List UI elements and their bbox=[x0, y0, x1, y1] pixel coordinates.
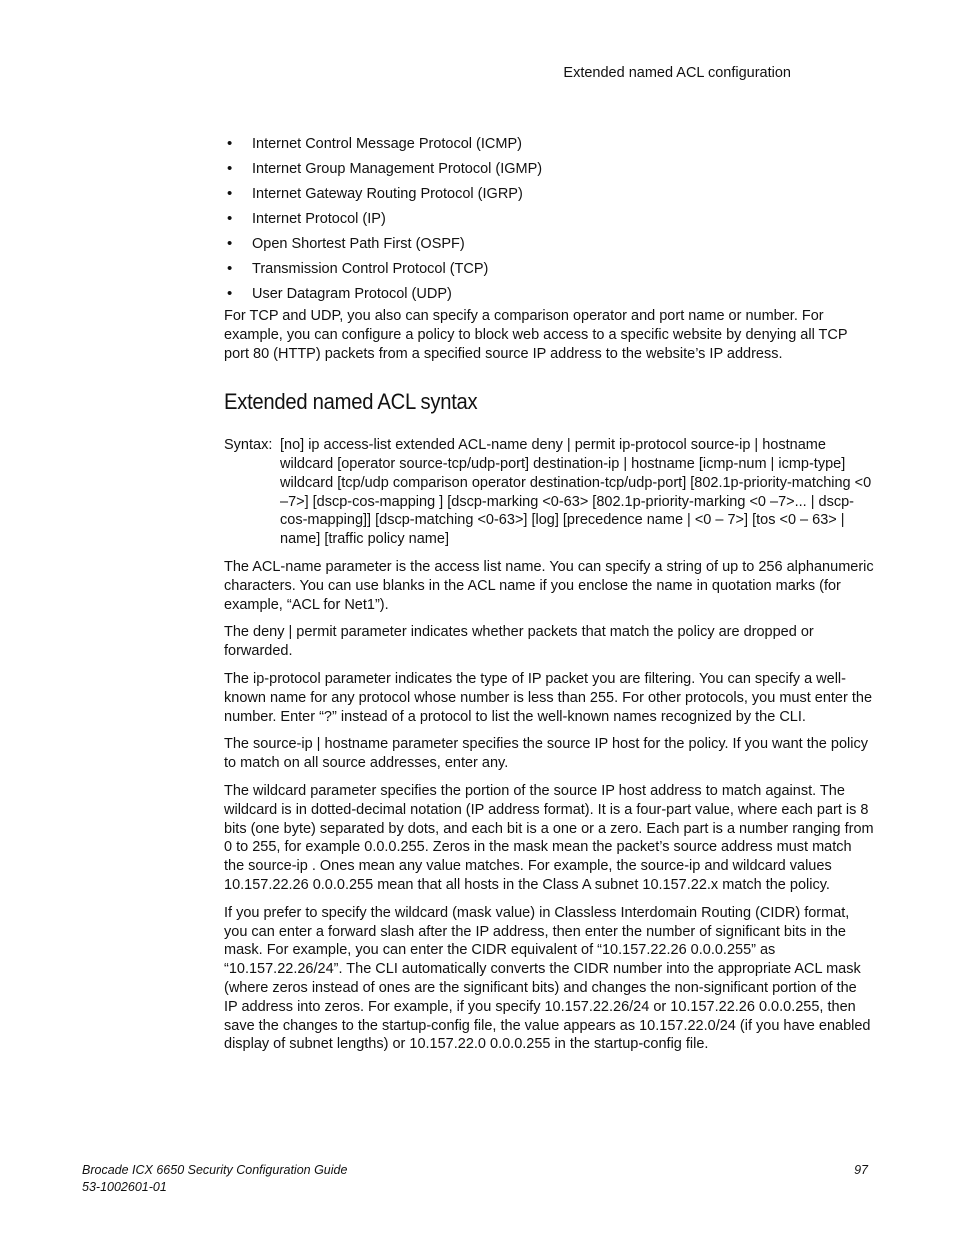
page-footer bbox=[82, 1162, 868, 1196]
list-item: • Internet Protocol (IP) bbox=[224, 207, 874, 232]
doc-number: 53-1002601-01 bbox=[82, 1180, 167, 1194]
acl-name-paragraph: The ACL-name parameter is the access list name. You can specify a string of up to 256 alphanumeric characters. You can use blanks in the ACL name if you enclose the name in quotation marks (for example, “ACL for Net1”). bbox=[224, 558, 874, 613]
list-item: • Internet Gateway Routing Protocol (IGRP) bbox=[224, 182, 874, 207]
source-ip-paragraph: The source-ip | hostname parameter specifies the source IP host for the policy. If you want the policy to match on all source addresses, enter any. bbox=[224, 736, 868, 772]
protocol-list bbox=[224, 132, 874, 307]
list-item: • Internet Control Message Protocol (ICMP) bbox=[224, 132, 874, 157]
syntax-text: [no] ip access-list extended ACL-name deny | permit ip-protocol source-ip | hostname wildcard [operator source-tcp/udp-port] destination-ip | hostname [icmp-num | icmp-type] wildcard [tcp/udp comparison operator destination-tcp/udp-port] [802.1p-priority-matching <0 –7>] [dscp-cos-mapping ] [dscp-marking <0-63> [802.1p-priority-marking <0 –7>... | dscp-cos-mapping]] [dscp-matching <0-63>] [log] [precedence name | <0 – 7>] [tos <0 – 63> | name] [traffic policy name] bbox=[280, 437, 872, 548]
syntax-label: Syntax: bbox=[224, 437, 273, 454]
syntax-block bbox=[224, 436, 874, 549]
list-item: • Open Shortest Path First (OSPF) bbox=[224, 232, 874, 257]
list-item: • Internet Group Management Protocol (IGMP) bbox=[224, 157, 874, 182]
page-body bbox=[224, 132, 874, 1063]
running-header: Extended named ACL configuration bbox=[563, 65, 791, 81]
section-heading: Extended named ACL syntax bbox=[224, 389, 478, 415]
list-item: • Transmission Control Protocol (TCP) bbox=[224, 257, 874, 282]
cidr-paragraph: If you prefer to specify the wildcard (mask value) in Classless Interdomain Routing (CIDR) format, you can enter a forward slash after the IP address, then enter the number of significant bits in the mask. For example, you can enter the CIDR equivalent of “10.157.22.26 0.0.0.255” as “10.157.22.26/24”. The CLI automatically converts the CIDR number into the appropriate ACL mask (where zeros instead of ones are the significant bits) and changes the non-significant portion of the IP address into zeros. For example, if you specify 10.157.22.26/24 or 10.157.22.26 0.0.0.255, then save the changes to the startup-config file, the value appears as 10.157.22.0/24 (if you have enabled display of subnet lengths) or 10.157.22.0 0.0.0.255 in the startup-config file. bbox=[224, 904, 871, 1053]
ip-protocol-paragraph: The ip-protocol parameter indicates the type of IP packet you are filtering. You can specify a well-known name for any protocol whose number is less than 255. For other protocols, you must enter the number. Enter “?” instead of a protocol to list the well-known names recognized by the CLI. bbox=[224, 670, 873, 725]
intro-paragraph: For TCP and UDP, you also can specify a comparison operator and port name or number. For example, you can configure a policy to block web access to a specific website by denying all TCP port 80 (HTTP) packets from a specified source IP address to the website’s IP address. bbox=[224, 308, 848, 362]
wildcard-paragraph: The wildcard parameter specifies the portion of the source IP host address to match against. The wildcard is in dotted-decimal notation (IP address format). It is a four-part value, where each part is 8 bits (one byte) separated by dots, and each bit is a one or a zero. Each part is a number ranging from 0 to 255, for example 0.0.0.255. Zeros in the mask mean the packet’s source address must match the source-ip . Ones mean any value matches. For example, the source-ip and wildcard values 10.157.22.26 0.0.0.255 mean that all hosts in the Class A subnet 10.157.22.x match the policy. bbox=[224, 782, 874, 893]
guide-title: Brocade ICX 6650 Security Configuration Guide bbox=[82, 1163, 348, 1177]
page-number: 97 bbox=[854, 1163, 868, 1177]
deny-permit-paragraph: The deny | permit parameter indicates whether packets that match the policy are dropped or forwarded. bbox=[224, 624, 814, 660]
list-item: • User Datagram Protocol (UDP) bbox=[224, 282, 874, 307]
